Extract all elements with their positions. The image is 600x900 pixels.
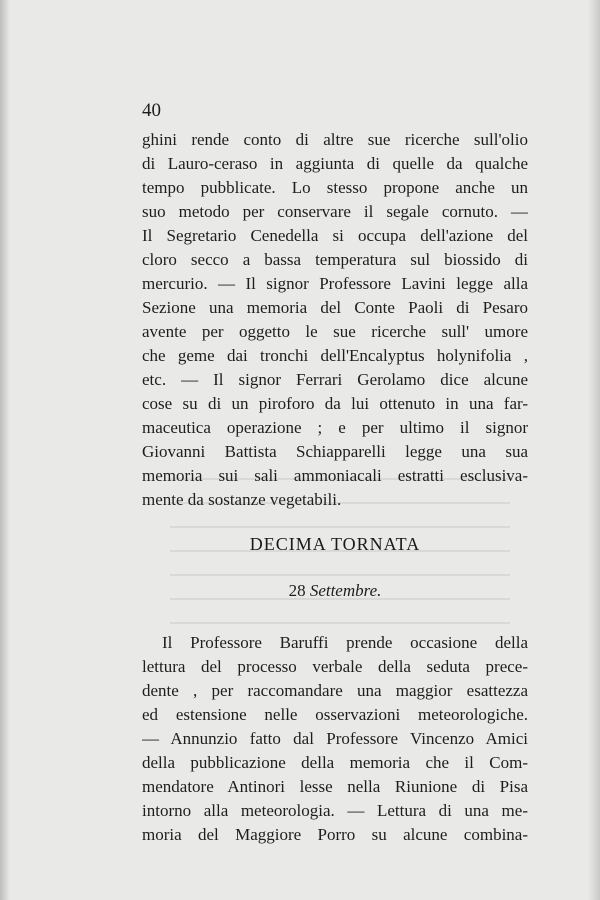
text-line: lettura del processo verbale della seduta prece- [142, 657, 528, 676]
text-line: moria del Maggiore Porro su alcune combina- [142, 825, 528, 844]
text-line: suo metodo per conservare il segale cornuto. — [142, 202, 528, 221]
text-line: Giovanni Battista Schiapparelli legge una sua [142, 442, 528, 461]
text-line: ed estensione nelle osservazioni meteorologiche. [142, 705, 528, 724]
text-line: cloro secco a bassa temperatura sul biossido di [142, 250, 528, 269]
text-line: — Annunzio fatto dal Professore Vincenzo Amici [142, 729, 528, 748]
paragraph-continuation [142, 128, 528, 512]
text-line: dente , per raccomandare una maggior esattezza [142, 681, 528, 700]
text-line: mente da sostanze vegetabili. [142, 490, 342, 509]
text-line: avente per oggetto le sue ricerche sull' umore [142, 322, 528, 341]
paragraph-session [142, 631, 528, 847]
date-month: Settembre. [309, 581, 382, 600]
text-line: mendatore Antinori lesse nella Riunione di Pisa [142, 777, 528, 796]
date-day: 28 [288, 581, 306, 600]
text-line: Il Segretario Cenedella si occupa dell'azione del [142, 226, 528, 245]
text-line: cose su di un piroforo da lui ottenuto in una far- [142, 394, 528, 413]
text-line: intorno alla meteorologia. — Lettura di una me- [142, 801, 528, 820]
text-line: che geme dai tronchi dell'Encalyptus holynifolia , [142, 346, 528, 365]
text-line: tempo pubblicate. Lo stesso propone anche un [142, 178, 528, 197]
text-line: Il Professore Baruffi prende occasione della [162, 633, 528, 652]
text-line: maceutica operazione ; e per ultimo il signor [142, 418, 528, 437]
session-date [142, 581, 528, 601]
text-line: della pubblicazione della memoria che il Com- [142, 753, 528, 772]
text-line: memoria sui sali ammoniacali estratti esclusiva- [142, 466, 528, 485]
text-line: Sezione una memoria del Conte Paoli di Pesaro [142, 298, 528, 317]
text-line: mercurio. — Il signor Professore Lavini legge alla [142, 274, 528, 293]
text-line: di Lauro-ceraso in aggiunta di quelle da qualche [142, 154, 528, 173]
text-line: ghini rende conto di altre sue ricerche sull'olio [142, 130, 528, 149]
page-number: 40 [142, 100, 161, 121]
text-line: etc. — Il signor Ferrari Gerolamo dice alcune [142, 370, 528, 389]
page-right-edge-shadow [588, 0, 600, 900]
section-heading: DECIMA TORNATA [249, 534, 421, 554]
page-left-edge-shadow [0, 0, 10, 900]
